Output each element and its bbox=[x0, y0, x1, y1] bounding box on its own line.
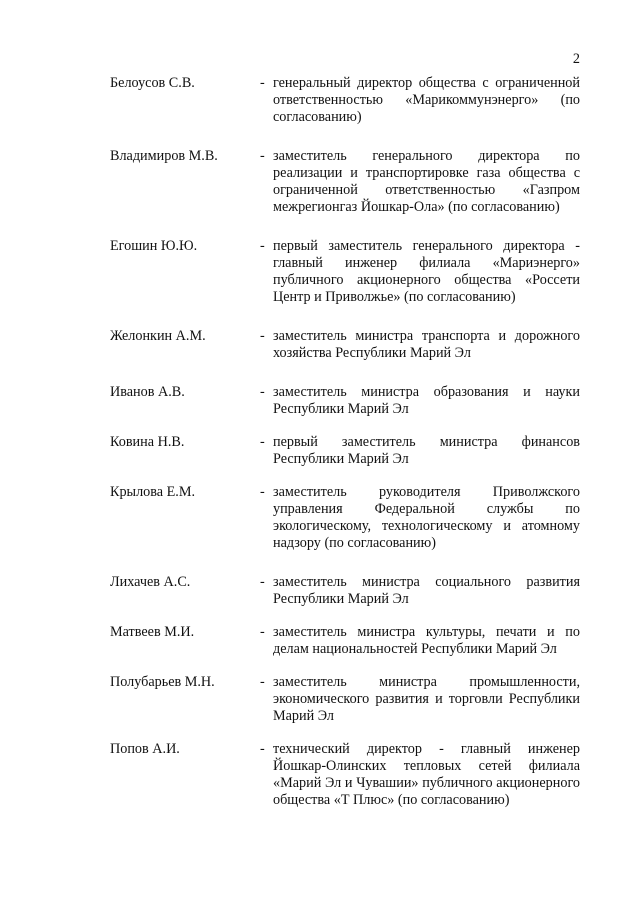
member-position: технический директор - главный инженер Йошкар-Олинских тепловых сетей филиала «Марий Эл и Чувашии» публичного акционерного общества «Т Плюс» (по согласованию) bbox=[273, 741, 580, 808]
dash-separator: - bbox=[260, 75, 265, 91]
member-position: заместитель министра образования и науки Республики Марий Эл bbox=[273, 384, 580, 417]
member-entry bbox=[0, 674, 639, 725]
dash-separator: - bbox=[260, 328, 265, 344]
page-number: 2 bbox=[572, 51, 580, 67]
member-entry bbox=[0, 384, 639, 418]
member-entry bbox=[0, 148, 639, 216]
dash-separator: - bbox=[260, 238, 265, 254]
member-name: Владимиров М.В. bbox=[110, 148, 218, 164]
member-name: Ковина Н.В. bbox=[110, 434, 185, 450]
dash-separator: - bbox=[260, 434, 265, 450]
member-entry bbox=[0, 75, 639, 126]
member-position: заместитель министра промышленности, экономического развития и торговли Республики Марий Эл bbox=[273, 674, 580, 724]
dash-separator: - bbox=[260, 624, 265, 640]
member-position: заместитель министра транспорта и дорожного хозяйства Республики Марий Эл bbox=[273, 328, 580, 361]
member-position: генеральный директор общества с ограниченной ответственностью «Марикоммунэнерго» (по согласованию) bbox=[273, 75, 580, 125]
member-position: первый заместитель генерального директора - главный инженер филиала «Мариэнерго» публичного акционерного общества «Россети Центр и Приволжье» (по согласованию) bbox=[273, 238, 580, 305]
member-entry bbox=[0, 238, 639, 306]
member-entry bbox=[0, 741, 639, 809]
member-name: Желонкин А.М. bbox=[110, 328, 206, 344]
dash-separator: - bbox=[260, 674, 265, 690]
dash-separator: - bbox=[260, 148, 265, 164]
member-name: Лихачев А.С. bbox=[110, 574, 191, 590]
member-name: Крылова Е.М. bbox=[110, 484, 195, 500]
member-position: заместитель министра культуры, печати и по делам национальностей Республики Марий Эл bbox=[273, 624, 580, 657]
dash-separator: - bbox=[260, 384, 265, 400]
member-position: заместитель министра социального развития Республики Марий Эл bbox=[273, 574, 580, 607]
dash-separator: - bbox=[260, 574, 265, 590]
member-entry bbox=[0, 484, 639, 552]
dash-separator: - bbox=[260, 741, 265, 757]
member-position: заместитель генерального директора по реализации и транспортировке газа общества с ограниченной ответственностью «Газпром межрегионгаз Йошкар-Ола» (по согласованию) bbox=[273, 148, 580, 215]
member-position: заместитель руководителя Приволжского управления Федеральной службы по экологическому, технологическому и атомному надзору (по согласованию) bbox=[273, 484, 580, 551]
member-entry bbox=[0, 574, 639, 608]
member-name: Попов А.И. bbox=[110, 741, 180, 757]
member-entry bbox=[0, 434, 639, 468]
member-name: Полубарьев М.Н. bbox=[110, 674, 215, 690]
member-name: Матвеев М.И. bbox=[110, 624, 195, 640]
member-entry bbox=[0, 624, 639, 658]
member-name: Белоусов С.В. bbox=[110, 75, 195, 91]
member-entry bbox=[0, 328, 639, 362]
dash-separator: - bbox=[260, 484, 265, 500]
member-name: Иванов А.В. bbox=[110, 384, 185, 400]
member-position: первый заместитель министра финансов Республики Марий Эл bbox=[273, 434, 580, 467]
member-name: Егошин Ю.Ю. bbox=[110, 238, 198, 254]
commission-members-list bbox=[0, 75, 639, 809]
